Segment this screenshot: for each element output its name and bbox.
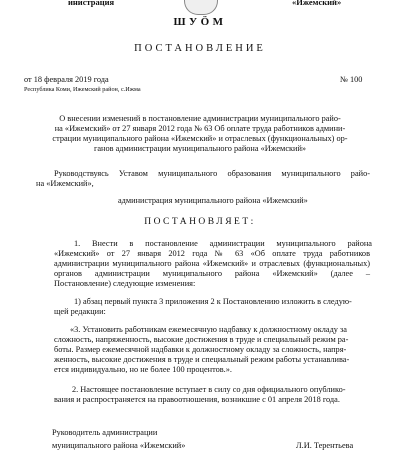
document-subject <box>0 114 400 154</box>
para1-line: администрации муниципального района «Ижемский» и отраслевых (функциональных) <box>54 259 370 268</box>
para1-1-line: 1) абзац первый пункта 3 приложения 2 к Постановлению изложить в следую- <box>74 297 352 306</box>
subject-line: О внесении изменений в постановление администрации муниципального райо- <box>59 114 341 123</box>
para1-line: 1. Внести в постановление администрации муниципального района <box>74 239 372 248</box>
title-shyom: ШУӦМ <box>173 16 227 28</box>
document-date: от 18 февраля 2019 года <box>24 75 109 84</box>
header-right-text: «Ижемский» <box>292 0 342 7</box>
para2-line: вания и распространяется на правоотношения, возникшие с 01 апреля 2018 года. <box>54 395 340 404</box>
signature-title-line: муниципального района «Ижемский» <box>52 441 186 450</box>
document-place: Республика Коми, Ижемский район, с.Ижма <box>24 86 141 93</box>
para1-line: «Ижемский» от 27 января 2012 года № 63 «Об оплате труда работников <box>54 249 370 258</box>
coat-of-arms-emblem <box>184 0 218 15</box>
document-number: № 100 <box>340 75 363 84</box>
guided-line: на «Ижемский», <box>36 179 94 188</box>
administration-line: администрация муниципального района «Ижемский» <box>118 196 308 205</box>
para1-1-line: щей редакции: <box>54 307 106 316</box>
quote-line: боты. Размер ежемесячной надбавки к должностному окладу за сложность, напря- <box>54 345 347 354</box>
postanovlyaet-heading: ПОСТАНОВЛЯЕТ: <box>144 217 256 227</box>
subject-line: на «Ижемский» от 27 января 2012 года № 63 Об оплате труда работников админи- <box>54 124 346 133</box>
para1-line: Постановление) следующие изменения: <box>54 279 196 288</box>
quote-line: женность, высокие достижения в труде и специальный режим работы устанавлива- <box>54 355 350 364</box>
subject-line: страции муниципального района «Ижемский» и отраслевых (функциональных) ор- <box>52 134 348 143</box>
quote-line: сложность, напряженность, высокие достижения в труде и специальный режим ра- <box>54 335 349 344</box>
subject-line: ганов администрации муниципального района «Ижемский» <box>93 144 307 153</box>
guided-line: Руководствуясь Уставом муниципального образования муниципального райо- <box>54 169 370 178</box>
quote-line: ется индивидуально, но не более 100 процентов.». <box>54 365 232 374</box>
signature-title-line: Руководитель администрации <box>52 428 158 437</box>
header-left-text: инистрация <box>68 0 115 7</box>
title-postanovlenie: ПОСТАНОВЛЕНИЕ <box>134 43 266 54</box>
quote-line: «3. Установить работникам ежемесячную надбавку к должностному окладу за <box>70 325 347 334</box>
signature-name: Л.И. Терентьева <box>296 441 354 450</box>
para2-line: 2. Настоящее постановление вступает в силу со дня официального опублико- <box>72 385 346 394</box>
para1-line: органов администрации муниципального района «Ижемский» (далее – <box>54 269 370 278</box>
